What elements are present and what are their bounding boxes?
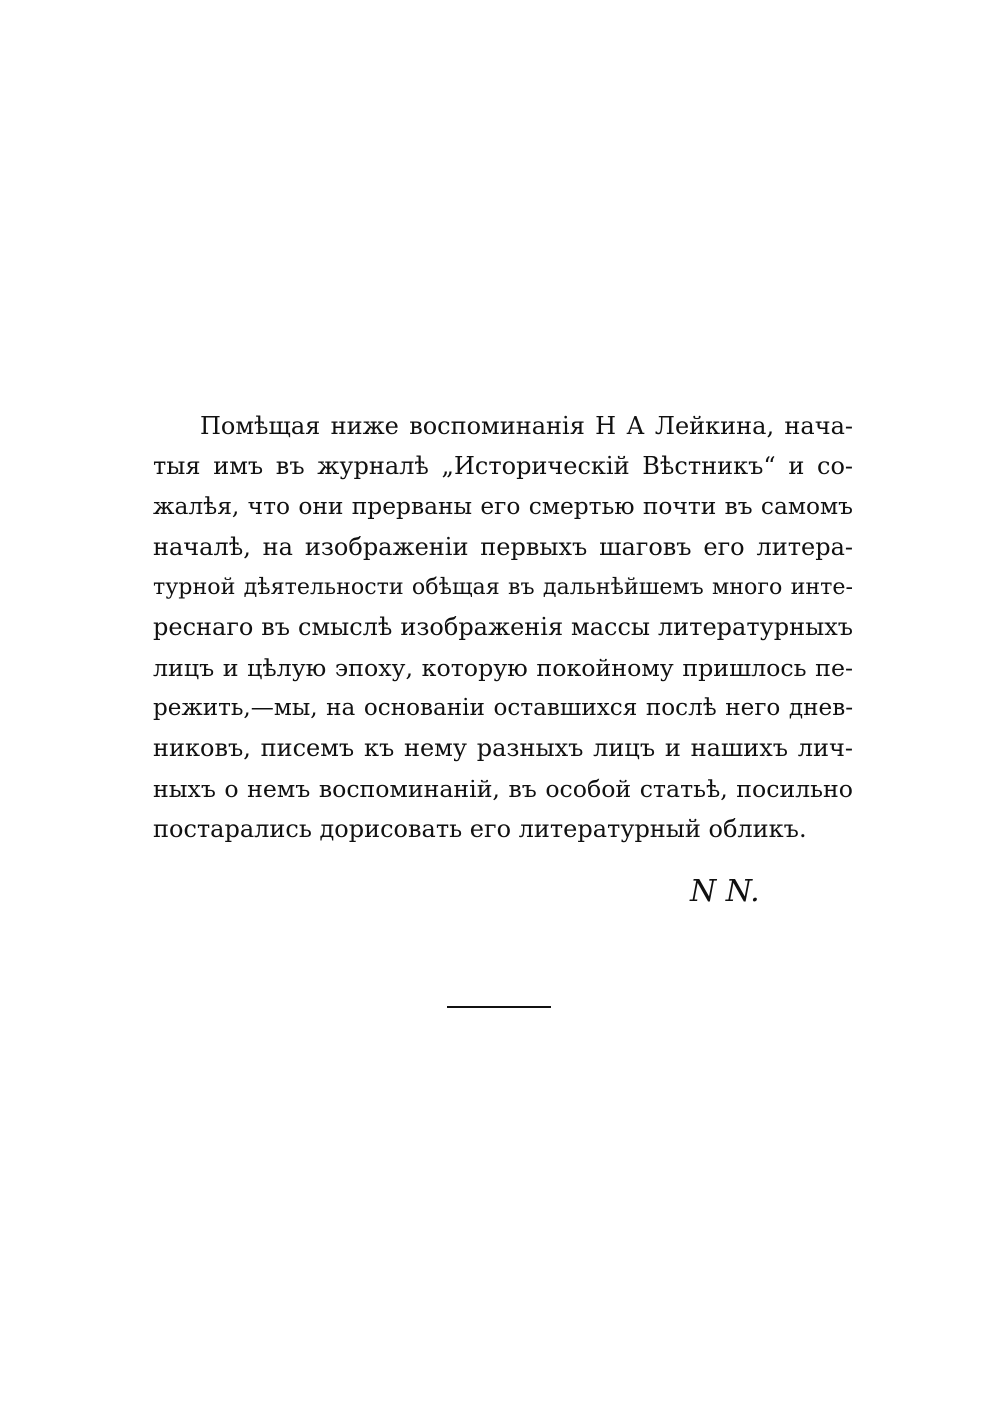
paragraph-line: постарались дорисовать его литературный обликъ. xyxy=(153,814,807,843)
paragraph-line: началѣ, на изображеніи первыхъ шаговъ его литера- xyxy=(153,532,853,561)
paragraph-line: никовъ, писемъ къ нему разныхъ лицъ и нашихъ лич- xyxy=(153,734,853,763)
paragraph-line: Помѣщая ниже воспоминанія Н А Лейкина, нача- xyxy=(200,412,853,440)
preface-paragraph xyxy=(153,406,853,849)
signature: N N. xyxy=(690,874,760,909)
paragraph-line: ныхъ о немъ воспоминаній, въ особой статьѣ, посильно xyxy=(153,774,853,803)
paragraph-line: реснаго въ смыслѣ изображенія массы литературныхъ xyxy=(153,613,853,642)
paragraph-line: жалѣя, что они прерваны его смертью почти въ самомъ xyxy=(153,492,853,520)
end-divider xyxy=(447,1006,551,1008)
paragraph-line: турной дѣятельности обѣщая въ дальнѣйшемъ много инте- xyxy=(153,574,853,601)
paragraph-line: режить,—мы, на основаніи оставшихся послѣ него днев- xyxy=(153,695,853,722)
paragraph-line: тыя имъ въ журналѣ „Историческій Вѣстникъ“ и со- xyxy=(153,452,853,481)
paragraph-line: лицъ и цѣлую эпоху, которую покойному пришлось пе- xyxy=(153,653,853,682)
